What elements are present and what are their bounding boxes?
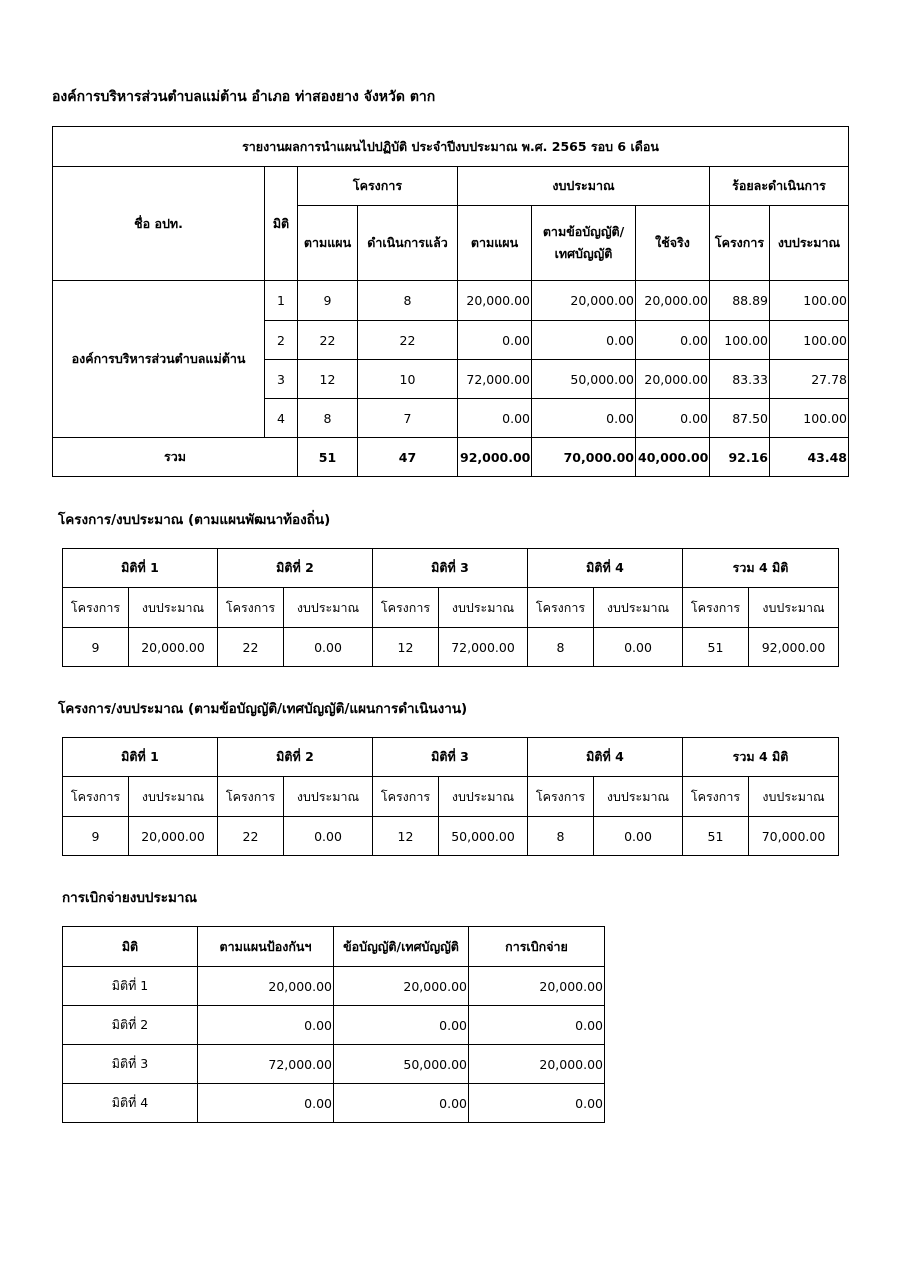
value-cell: 72,000.00: [439, 628, 528, 667]
act-summary-table: [62, 737, 839, 856]
col-dimension: มิติ: [265, 167, 298, 281]
cell-budget-act: 0.00: [532, 399, 636, 438]
group-projects: โครงการ: [298, 167, 458, 206]
sub-projects: โครงการ: [683, 777, 749, 817]
sub-budget: งบประมาณ: [129, 588, 218, 628]
value-cell: 92,000.00: [749, 628, 839, 667]
cell-done: 10: [358, 360, 458, 399]
plan-summary-table: [62, 548, 839, 667]
cell-dim: 1: [265, 281, 298, 321]
cell-pct-projects: 100.00: [710, 321, 770, 360]
value-cell: 20,000.00: [129, 628, 218, 667]
table-row: [63, 1045, 605, 1084]
cell-budget-used: 20,000.00: [636, 360, 710, 399]
group-dim-4: มิติที่ 4: [528, 738, 683, 777]
cell-pct-projects: 83.33: [710, 360, 770, 399]
cell-budget-act: 0.00: [532, 321, 636, 360]
cell-budget-used: 0.00: [636, 399, 710, 438]
cell-done: 22: [358, 321, 458, 360]
group-dim-2: มิติที่ 2: [218, 738, 373, 777]
cell-budget-plan: 72,000.00: [458, 360, 532, 399]
total-planned: 51: [298, 438, 358, 477]
sub-projects: โครงการ: [683, 588, 749, 628]
col-act: ข้อบัญญัติ/เทศบัญญัติ: [334, 927, 469, 967]
value-cell: 12: [373, 817, 439, 856]
table-row: [63, 967, 605, 1006]
cell-planned: 8: [298, 399, 358, 438]
group-dim-3: มิติที่ 3: [373, 738, 528, 777]
col-plan: ตามแผนป้องกันฯ: [198, 927, 334, 967]
sub-projects: โครงการ: [528, 588, 594, 628]
value-cell: 22: [218, 628, 284, 667]
table-row: [53, 281, 849, 321]
main-report-table: [52, 126, 849, 477]
cell-plan: 0.00: [198, 1084, 334, 1123]
table-row: [63, 1084, 605, 1123]
sub-budget: งบประมาณ: [284, 777, 373, 817]
total-budget-used: 40,000.00: [636, 438, 710, 477]
value-cell: 9: [63, 628, 129, 667]
group-dim-1: มิติที่ 1: [63, 738, 218, 777]
sub-projects: โครงการ: [63, 777, 129, 817]
cell-budget-act: 50,000.00: [532, 360, 636, 399]
cell-dim: มิติที่ 2: [63, 1006, 198, 1045]
cell-done: 7: [358, 399, 458, 438]
col-dimension: มิติ: [63, 927, 198, 967]
table-row: [63, 817, 839, 856]
group-percent: ร้อยละดำเนินการ: [710, 167, 849, 206]
sub-budget: งบประมาณ: [129, 777, 218, 817]
value-cell: 9: [63, 817, 129, 856]
cell-disb: 0.00: [469, 1084, 605, 1123]
table-row: [63, 628, 839, 667]
cell-pct-budget: 27.78: [770, 360, 849, 399]
cell-act: 0.00: [334, 1006, 469, 1045]
value-cell: 0.00: [284, 628, 373, 667]
group-total: รวม 4 มิติ: [683, 549, 839, 588]
value-cell: 12: [373, 628, 439, 667]
sub-projects: โครงการ: [218, 777, 284, 817]
cell-pct-budget: 100.00: [770, 399, 849, 438]
cell-budget-plan: 20,000.00: [458, 281, 532, 321]
cell-disb: 20,000.00: [469, 967, 605, 1006]
sub-planned: ตามแผน: [298, 206, 358, 281]
cell-pct-projects: 88.89: [710, 281, 770, 321]
cell-dim: 3: [265, 360, 298, 399]
sub-projects: โครงการ: [373, 588, 439, 628]
sub-budget-act: ตามข้อบัญญัติ/เทศบัญญัติ: [532, 206, 636, 281]
sub-projects: โครงการ: [218, 588, 284, 628]
col-disbursement: การเบิกจ่าย: [469, 927, 605, 967]
cell-act: 0.00: [334, 1084, 469, 1123]
sub-budget: งบประมาณ: [749, 588, 839, 628]
table-row: [63, 1006, 605, 1045]
total-pct-projects: 92.16: [710, 438, 770, 477]
sub-pct-budget: งบประมาณ: [770, 206, 849, 281]
disbursement-table: [62, 926, 605, 1123]
total-budget-plan: 92,000.00: [458, 438, 532, 477]
sub-budget-used: ใช้จริง: [636, 206, 710, 281]
value-cell: 0.00: [594, 817, 683, 856]
group-dim-2: มิติที่ 2: [218, 549, 373, 588]
group-dim-3: มิติที่ 3: [373, 549, 528, 588]
group-dim-1: มิติที่ 1: [63, 549, 218, 588]
group-budget: งบประมาณ: [458, 167, 710, 206]
sub-projects: โครงการ: [373, 777, 439, 817]
cell-planned: 22: [298, 321, 358, 360]
cell-done: 8: [358, 281, 458, 321]
total-budget-act: 70,000.00: [532, 438, 636, 477]
disburse-section-title: การเบิกจ่ายงบประมาณ: [62, 890, 197, 906]
act-section-title: โครงการ/งบประมาณ (ตามข้อบัญญัติ/เทศบัญญัติ/แผนการดำเนินงาน): [58, 701, 468, 717]
total-row: [53, 438, 849, 477]
cell-plan: 0.00: [198, 1006, 334, 1045]
cell-act: 50,000.00: [334, 1045, 469, 1084]
value-cell: 8: [528, 817, 594, 856]
value-cell: 51: [683, 628, 749, 667]
cell-pct-projects: 87.50: [710, 399, 770, 438]
sub-budget: งบประมาณ: [594, 588, 683, 628]
cell-disb: 0.00: [469, 1006, 605, 1045]
group-dim-4: มิติที่ 4: [528, 549, 683, 588]
sub-pct-projects: โครงการ: [710, 206, 770, 281]
sub-budget: งบประมาณ: [749, 777, 839, 817]
group-total: รวม 4 มิติ: [683, 738, 839, 777]
cell-plan: 20,000.00: [198, 967, 334, 1006]
page-heading: องค์การบริหารส่วนตำบลแม่ต้าน อำเภอ ท่าสองยาง จังหวัด ตาก: [52, 89, 436, 105]
report-title: รายงานผลการนำแผนไปปฏิบัติ ประจำปีงบประมาณ พ.ศ. 2565 รอบ 6 เดือน: [53, 127, 849, 167]
cell-budget-plan: 0.00: [458, 399, 532, 438]
cell-budget-plan: 0.00: [458, 321, 532, 360]
value-cell: 50,000.00: [439, 817, 528, 856]
total-label: รวม: [53, 438, 298, 477]
cell-budget-used: 0.00: [636, 321, 710, 360]
cell-planned: 9: [298, 281, 358, 321]
value-cell: 22: [218, 817, 284, 856]
sub-projects: โครงการ: [528, 777, 594, 817]
cell-dim: มิติที่ 3: [63, 1045, 198, 1084]
sub-budget: งบประมาณ: [439, 588, 528, 628]
cell-budget-used: 20,000.00: [636, 281, 710, 321]
cell-budget-act: 20,000.00: [532, 281, 636, 321]
cell-disb: 20,000.00: [469, 1045, 605, 1084]
cell-dim: มิติที่ 4: [63, 1084, 198, 1123]
cell-plan: 72,000.00: [198, 1045, 334, 1084]
total-done: 47: [358, 438, 458, 477]
cell-dim: มิติที่ 1: [63, 967, 198, 1006]
value-cell: 20,000.00: [129, 817, 218, 856]
cell-dim: 2: [265, 321, 298, 360]
total-pct-budget: 43.48: [770, 438, 849, 477]
sub-projects: โครงการ: [63, 588, 129, 628]
sub-budget: งบประมาณ: [284, 588, 373, 628]
sub-budget: งบประมาณ: [594, 777, 683, 817]
value-cell: 8: [528, 628, 594, 667]
plan-section-title: โครงการ/งบประมาณ (ตามแผนพัฒนาท้องถิ่น): [58, 512, 331, 528]
sub-budget: งบประมาณ: [439, 777, 528, 817]
org-name-cell: องค์การบริหารส่วนตำบลแม่ต้าน: [53, 281, 265, 438]
cell-dim: 4: [265, 399, 298, 438]
cell-act: 20,000.00: [334, 967, 469, 1006]
cell-pct-budget: 100.00: [770, 281, 849, 321]
value-cell: 51: [683, 817, 749, 856]
sub-done: ดำเนินการแล้ว: [358, 206, 458, 281]
col-org-name: ชื่อ อปท.: [53, 167, 265, 281]
cell-pct-budget: 100.00: [770, 321, 849, 360]
sub-budget-plan: ตามแผน: [458, 206, 532, 281]
value-cell: 0.00: [594, 628, 683, 667]
value-cell: 70,000.00: [749, 817, 839, 856]
value-cell: 0.00: [284, 817, 373, 856]
cell-planned: 12: [298, 360, 358, 399]
